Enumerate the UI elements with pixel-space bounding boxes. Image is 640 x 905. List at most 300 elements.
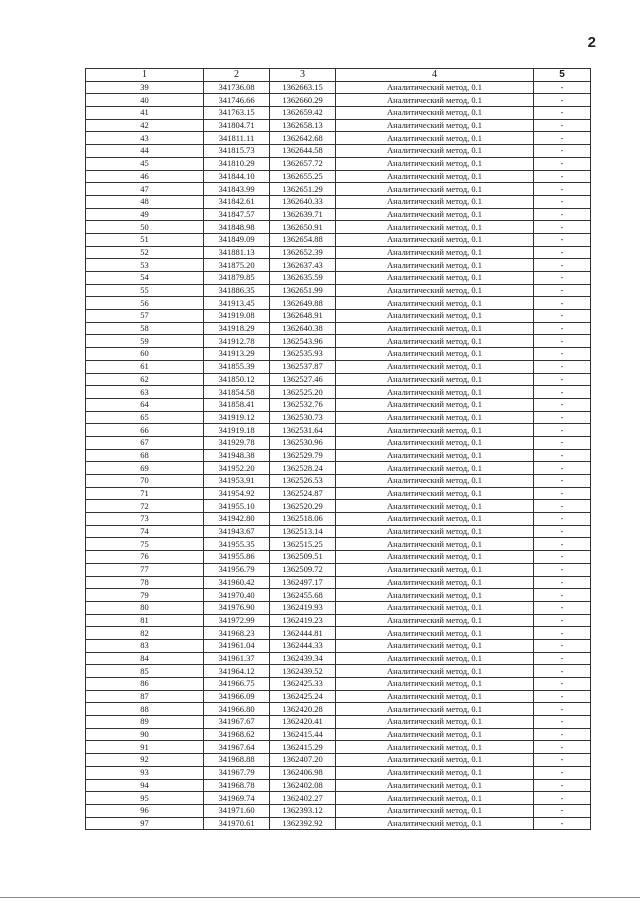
method-cell: Аналитический метод, 0.1	[336, 208, 534, 221]
method-cell: Аналитический метод, 0.1	[336, 754, 534, 767]
column-header-3: 3	[270, 69, 336, 82]
point-number-cell: 66	[86, 424, 204, 437]
x-coordinate-cell: 341952.20	[204, 462, 270, 475]
method-cell: Аналитический метод, 0.1	[336, 398, 534, 411]
table-row	[86, 500, 591, 513]
note-cell: -	[534, 132, 591, 145]
x-coordinate-cell: 341968.78	[204, 779, 270, 792]
x-coordinate-cell: 341886.35	[204, 284, 270, 297]
y-coordinate-cell: 1362529.79	[270, 449, 336, 462]
x-coordinate-cell: 341849.09	[204, 233, 270, 246]
table-row	[86, 297, 591, 310]
table-row	[86, 310, 591, 323]
table-row	[86, 475, 591, 488]
table-row	[86, 665, 591, 678]
point-number-cell: 87	[86, 690, 204, 703]
x-coordinate-cell: 341843.99	[204, 183, 270, 196]
y-coordinate-cell: 1362535.93	[270, 348, 336, 361]
point-number-cell: 82	[86, 627, 204, 640]
table-row	[86, 614, 591, 627]
y-coordinate-cell: 1362640.33	[270, 195, 336, 208]
method-cell: Аналитический метод, 0.1	[336, 690, 534, 703]
table-row	[86, 411, 591, 424]
x-coordinate-cell: 341879.85	[204, 272, 270, 285]
y-coordinate-cell: 1362444.33	[270, 639, 336, 652]
x-coordinate-cell: 341955.10	[204, 500, 270, 513]
method-cell: Аналитический метод, 0.1	[336, 310, 534, 323]
note-cell: -	[534, 627, 591, 640]
point-number-cell: 52	[86, 246, 204, 259]
x-coordinate-cell: 341844.10	[204, 170, 270, 183]
note-cell: -	[534, 398, 591, 411]
coordinates-table	[85, 68, 591, 830]
x-coordinate-cell: 341919.08	[204, 310, 270, 323]
method-cell: Аналитический метод, 0.1	[336, 94, 534, 107]
table-row	[86, 94, 591, 107]
y-coordinate-cell: 1362637.43	[270, 259, 336, 272]
point-number-cell: 58	[86, 322, 204, 335]
column-header-5: 5	[534, 69, 591, 82]
method-cell: Аналитический метод, 0.1	[336, 145, 534, 158]
table-row	[86, 335, 591, 348]
method-cell: Аналитический метод, 0.1	[336, 652, 534, 665]
point-number-cell: 76	[86, 551, 204, 564]
method-cell: Аналитический метод, 0.1	[336, 132, 534, 145]
x-coordinate-cell: 341968.62	[204, 728, 270, 741]
point-number-cell: 70	[86, 475, 204, 488]
x-coordinate-cell: 341972.99	[204, 614, 270, 627]
point-number-cell: 40	[86, 94, 204, 107]
note-cell: -	[534, 373, 591, 386]
table-row	[86, 741, 591, 754]
point-number-cell: 62	[86, 373, 204, 386]
point-number-cell: 81	[86, 614, 204, 627]
x-coordinate-cell: 341913.45	[204, 297, 270, 310]
method-cell: Аналитический метод, 0.1	[336, 259, 534, 272]
note-cell: -	[534, 170, 591, 183]
method-cell: Аналитический метод, 0.1	[336, 221, 534, 234]
note-cell: -	[534, 424, 591, 437]
y-coordinate-cell: 1362663.15	[270, 81, 336, 94]
note-cell: -	[534, 639, 591, 652]
point-number-cell: 69	[86, 462, 204, 475]
y-coordinate-cell: 1362527.46	[270, 373, 336, 386]
table-row	[86, 576, 591, 589]
y-coordinate-cell: 1362650.91	[270, 221, 336, 234]
table-row	[86, 208, 591, 221]
method-cell: Аналитический метод, 0.1	[336, 500, 534, 513]
table-row	[86, 145, 591, 158]
y-coordinate-cell: 1362531.64	[270, 424, 336, 437]
point-number-cell: 93	[86, 766, 204, 779]
x-coordinate-cell: 341948.38	[204, 449, 270, 462]
method-cell: Аналитический метод, 0.1	[336, 513, 534, 526]
point-number-cell: 73	[86, 513, 204, 526]
point-number-cell: 48	[86, 195, 204, 208]
point-number-cell: 41	[86, 107, 204, 120]
x-coordinate-cell: 341967.67	[204, 716, 270, 729]
method-cell: Аналитический метод, 0.1	[336, 348, 534, 361]
table-row	[86, 132, 591, 145]
method-cell: Аналитический метод, 0.1	[336, 284, 534, 297]
point-number-cell: 97	[86, 817, 204, 830]
table-row	[86, 601, 591, 614]
table-row	[86, 170, 591, 183]
x-coordinate-cell: 341970.61	[204, 817, 270, 830]
y-coordinate-cell: 1362406.98	[270, 766, 336, 779]
y-coordinate-cell: 1362660.29	[270, 94, 336, 107]
table-row	[86, 817, 591, 830]
note-cell: -	[534, 690, 591, 703]
table-row	[86, 322, 591, 335]
point-number-cell: 39	[86, 81, 204, 94]
note-cell: -	[534, 652, 591, 665]
note-cell: -	[534, 386, 591, 399]
point-number-cell: 54	[86, 272, 204, 285]
point-number-cell: 60	[86, 348, 204, 361]
method-cell: Аналитический метод, 0.1	[336, 297, 534, 310]
y-coordinate-cell: 1362420.41	[270, 716, 336, 729]
point-number-cell: 79	[86, 589, 204, 602]
note-cell: -	[534, 475, 591, 488]
method-cell: Аналитический метод, 0.1	[336, 462, 534, 475]
x-coordinate-cell: 341746.66	[204, 94, 270, 107]
table-row	[86, 272, 591, 285]
x-coordinate-cell: 341955.86	[204, 551, 270, 564]
point-number-cell: 74	[86, 525, 204, 538]
x-coordinate-cell: 341918.29	[204, 322, 270, 335]
note-cell: -	[534, 538, 591, 551]
point-number-cell: 84	[86, 652, 204, 665]
method-cell: Аналитический метод, 0.1	[336, 475, 534, 488]
y-coordinate-cell: 1362407.20	[270, 754, 336, 767]
x-coordinate-cell: 341964.12	[204, 665, 270, 678]
point-number-cell: 83	[86, 639, 204, 652]
y-coordinate-cell: 1362402.27	[270, 792, 336, 805]
point-number-cell: 61	[86, 360, 204, 373]
method-cell: Аналитический метод, 0.1	[336, 81, 534, 94]
table-row	[86, 551, 591, 564]
method-cell: Аналитический метод, 0.1	[336, 195, 534, 208]
table-row	[86, 538, 591, 551]
point-number-cell: 55	[86, 284, 204, 297]
point-number-cell: 45	[86, 157, 204, 170]
y-coordinate-cell: 1362652.39	[270, 246, 336, 259]
point-number-cell: 90	[86, 728, 204, 741]
y-coordinate-cell: 1362415.44	[270, 728, 336, 741]
note-cell: -	[534, 322, 591, 335]
x-coordinate-cell: 341968.88	[204, 754, 270, 767]
note-cell: -	[534, 284, 591, 297]
note-cell: -	[534, 335, 591, 348]
point-number-cell: 43	[86, 132, 204, 145]
point-number-cell: 47	[86, 183, 204, 196]
note-cell: -	[534, 754, 591, 767]
note-cell: -	[534, 525, 591, 538]
note-cell: -	[534, 576, 591, 589]
method-cell: Аналитический метод, 0.1	[336, 601, 534, 614]
x-coordinate-cell: 341966.80	[204, 703, 270, 716]
x-coordinate-cell: 341942.80	[204, 513, 270, 526]
y-coordinate-cell: 1362392.92	[270, 817, 336, 830]
method-cell: Аналитический метод, 0.1	[336, 804, 534, 817]
method-cell: Аналитический метод, 0.1	[336, 716, 534, 729]
method-cell: Аналитический метод, 0.1	[336, 322, 534, 335]
bottom-rule	[0, 897, 640, 898]
method-cell: Аналитический метод, 0.1	[336, 272, 534, 285]
method-cell: Аналитический метод, 0.1	[336, 576, 534, 589]
y-coordinate-cell: 1362644.58	[270, 145, 336, 158]
note-cell: -	[534, 145, 591, 158]
x-coordinate-cell: 341968.23	[204, 627, 270, 640]
y-coordinate-cell: 1362509.51	[270, 551, 336, 564]
table-row	[86, 766, 591, 779]
table-row	[86, 360, 591, 373]
method-cell: Аналитический метод, 0.1	[336, 487, 534, 500]
table-row	[86, 246, 591, 259]
table-row	[86, 449, 591, 462]
table-row	[86, 678, 591, 691]
note-cell: -	[534, 221, 591, 234]
note-cell: -	[534, 94, 591, 107]
note-cell: -	[534, 436, 591, 449]
table-row	[86, 487, 591, 500]
note-cell: -	[534, 119, 591, 132]
x-coordinate-cell: 341976.90	[204, 601, 270, 614]
y-coordinate-cell: 1362640.38	[270, 322, 336, 335]
y-coordinate-cell: 1362651.99	[270, 284, 336, 297]
method-cell: Аналитический метод, 0.1	[336, 627, 534, 640]
note-cell: -	[534, 208, 591, 221]
table-row	[86, 386, 591, 399]
y-coordinate-cell: 1362654.88	[270, 233, 336, 246]
point-number-cell: 59	[86, 335, 204, 348]
x-coordinate-cell: 341929.78	[204, 436, 270, 449]
y-coordinate-cell: 1362520.29	[270, 500, 336, 513]
y-coordinate-cell: 1362651.29	[270, 183, 336, 196]
table-row	[86, 716, 591, 729]
y-coordinate-cell: 1362642.68	[270, 132, 336, 145]
table-row	[86, 157, 591, 170]
x-coordinate-cell: 341842.61	[204, 195, 270, 208]
x-coordinate-cell: 341955.35	[204, 538, 270, 551]
method-cell: Аналитический метод, 0.1	[336, 449, 534, 462]
method-cell: Аналитический метод, 0.1	[336, 538, 534, 551]
point-number-cell: 46	[86, 170, 204, 183]
y-coordinate-cell: 1362393.12	[270, 804, 336, 817]
x-coordinate-cell: 341913.29	[204, 348, 270, 361]
table-row	[86, 284, 591, 297]
table-row	[86, 398, 591, 411]
note-cell: -	[534, 716, 591, 729]
point-number-cell: 96	[86, 804, 204, 817]
method-cell: Аналитический метод, 0.1	[336, 386, 534, 399]
method-cell: Аналитический метод, 0.1	[336, 360, 534, 373]
point-number-cell: 53	[86, 259, 204, 272]
column-header-2: 2	[204, 69, 270, 82]
method-cell: Аналитический метод, 0.1	[336, 170, 534, 183]
table-row	[86, 639, 591, 652]
point-number-cell: 89	[86, 716, 204, 729]
method-cell: Аналитический метод, 0.1	[336, 525, 534, 538]
y-coordinate-cell: 1362415.29	[270, 741, 336, 754]
note-cell: -	[534, 601, 591, 614]
note-cell: -	[534, 678, 591, 691]
note-cell: -	[534, 310, 591, 323]
y-coordinate-cell: 1362419.23	[270, 614, 336, 627]
note-cell: -	[534, 272, 591, 285]
x-coordinate-cell: 341943.67	[204, 525, 270, 538]
note-cell: -	[534, 513, 591, 526]
point-number-cell: 49	[86, 208, 204, 221]
point-number-cell: 67	[86, 436, 204, 449]
y-coordinate-cell: 1362439.52	[270, 665, 336, 678]
method-cell: Аналитический метод, 0.1	[336, 424, 534, 437]
note-cell: -	[534, 741, 591, 754]
method-cell: Аналитический метод, 0.1	[336, 741, 534, 754]
note-cell: -	[534, 792, 591, 805]
note-cell: -	[534, 804, 591, 817]
x-coordinate-cell: 341881.13	[204, 246, 270, 259]
method-cell: Аналитический метод, 0.1	[336, 678, 534, 691]
x-coordinate-cell: 341815.73	[204, 145, 270, 158]
x-coordinate-cell: 341919.18	[204, 424, 270, 437]
table-row	[86, 652, 591, 665]
y-coordinate-cell: 1362419.93	[270, 601, 336, 614]
y-coordinate-cell: 1362439.34	[270, 652, 336, 665]
y-coordinate-cell: 1362525.20	[270, 386, 336, 399]
x-coordinate-cell: 341961.04	[204, 639, 270, 652]
x-coordinate-cell: 341810.29	[204, 157, 270, 170]
point-number-cell: 85	[86, 665, 204, 678]
table-row	[86, 81, 591, 94]
note-cell: -	[534, 411, 591, 424]
table-row	[86, 462, 591, 475]
x-coordinate-cell: 341854.58	[204, 386, 270, 399]
note-cell: -	[534, 259, 591, 272]
x-coordinate-cell: 341966.75	[204, 678, 270, 691]
x-coordinate-cell: 341763.15	[204, 107, 270, 120]
y-coordinate-cell: 1362402.08	[270, 779, 336, 792]
method-cell: Аналитический метод, 0.1	[336, 436, 534, 449]
note-cell: -	[534, 183, 591, 196]
y-coordinate-cell: 1362524.87	[270, 487, 336, 500]
y-coordinate-cell: 1362543.96	[270, 335, 336, 348]
method-cell: Аналитический метод, 0.1	[336, 183, 534, 196]
table-row	[86, 221, 591, 234]
note-cell: -	[534, 297, 591, 310]
point-number-cell: 65	[86, 411, 204, 424]
table-row	[86, 627, 591, 640]
y-coordinate-cell: 1362649.88	[270, 297, 336, 310]
y-coordinate-cell: 1362658.13	[270, 119, 336, 132]
table-row	[86, 589, 591, 602]
x-coordinate-cell: 341971.60	[204, 804, 270, 817]
table-row	[86, 119, 591, 132]
note-cell: -	[534, 348, 591, 361]
x-coordinate-cell: 341960.42	[204, 576, 270, 589]
table-row	[86, 348, 591, 361]
point-number-cell: 86	[86, 678, 204, 691]
note-cell: -	[534, 589, 591, 602]
x-coordinate-cell: 341969.74	[204, 792, 270, 805]
header-row	[86, 69, 591, 82]
note-cell: -	[534, 360, 591, 373]
x-coordinate-cell: 341850.12	[204, 373, 270, 386]
point-number-cell: 80	[86, 601, 204, 614]
note-cell: -	[534, 665, 591, 678]
method-cell: Аналитический метод, 0.1	[336, 411, 534, 424]
method-cell: Аналитический метод, 0.1	[336, 589, 534, 602]
x-coordinate-cell: 341736.08	[204, 81, 270, 94]
note-cell: -	[534, 728, 591, 741]
point-number-cell: 72	[86, 500, 204, 513]
x-coordinate-cell: 341855.39	[204, 360, 270, 373]
y-coordinate-cell: 1362528.24	[270, 462, 336, 475]
point-number-cell: 64	[86, 398, 204, 411]
x-coordinate-cell: 341875.20	[204, 259, 270, 272]
x-coordinate-cell: 341919.12	[204, 411, 270, 424]
table-row	[86, 233, 591, 246]
x-coordinate-cell: 341847.57	[204, 208, 270, 221]
point-number-cell: 68	[86, 449, 204, 462]
point-number-cell: 77	[86, 563, 204, 576]
table-row	[86, 195, 591, 208]
x-coordinate-cell: 341804.71	[204, 119, 270, 132]
point-number-cell: 78	[86, 576, 204, 589]
x-coordinate-cell: 341966.09	[204, 690, 270, 703]
x-coordinate-cell: 341970.40	[204, 589, 270, 602]
note-cell: -	[534, 487, 591, 500]
table-row	[86, 690, 591, 703]
y-coordinate-cell: 1362518.06	[270, 513, 336, 526]
note-cell: -	[534, 246, 591, 259]
note-cell: -	[534, 500, 591, 513]
table-row	[86, 792, 591, 805]
table-row	[86, 107, 591, 120]
point-number-cell: 57	[86, 310, 204, 323]
y-coordinate-cell: 1362509.72	[270, 563, 336, 576]
table-header	[86, 69, 591, 82]
column-header-4: 4	[336, 69, 534, 82]
y-coordinate-cell: 1362444.81	[270, 627, 336, 640]
table-row	[86, 779, 591, 792]
method-cell: Аналитический метод, 0.1	[336, 639, 534, 652]
method-cell: Аналитический метод, 0.1	[336, 233, 534, 246]
table-row	[86, 424, 591, 437]
note-cell: -	[534, 195, 591, 208]
note-cell: -	[534, 817, 591, 830]
method-cell: Аналитический метод, 0.1	[336, 563, 534, 576]
page-number: 2	[587, 34, 596, 51]
note-cell: -	[534, 563, 591, 576]
y-coordinate-cell: 1362513.14	[270, 525, 336, 538]
x-coordinate-cell: 341961.37	[204, 652, 270, 665]
x-coordinate-cell: 341858.41	[204, 398, 270, 411]
point-number-cell: 42	[86, 119, 204, 132]
method-cell: Аналитический метод, 0.1	[336, 665, 534, 678]
note-cell: -	[534, 449, 591, 462]
y-coordinate-cell: 1362659.42	[270, 107, 336, 120]
method-cell: Аналитический метод, 0.1	[336, 792, 534, 805]
method-cell: Аналитический метод, 0.1	[336, 779, 534, 792]
x-coordinate-cell: 341956.79	[204, 563, 270, 576]
point-number-cell: 63	[86, 386, 204, 399]
y-coordinate-cell: 1362425.24	[270, 690, 336, 703]
note-cell: -	[534, 779, 591, 792]
table-row	[86, 183, 591, 196]
y-coordinate-cell: 1362530.96	[270, 436, 336, 449]
